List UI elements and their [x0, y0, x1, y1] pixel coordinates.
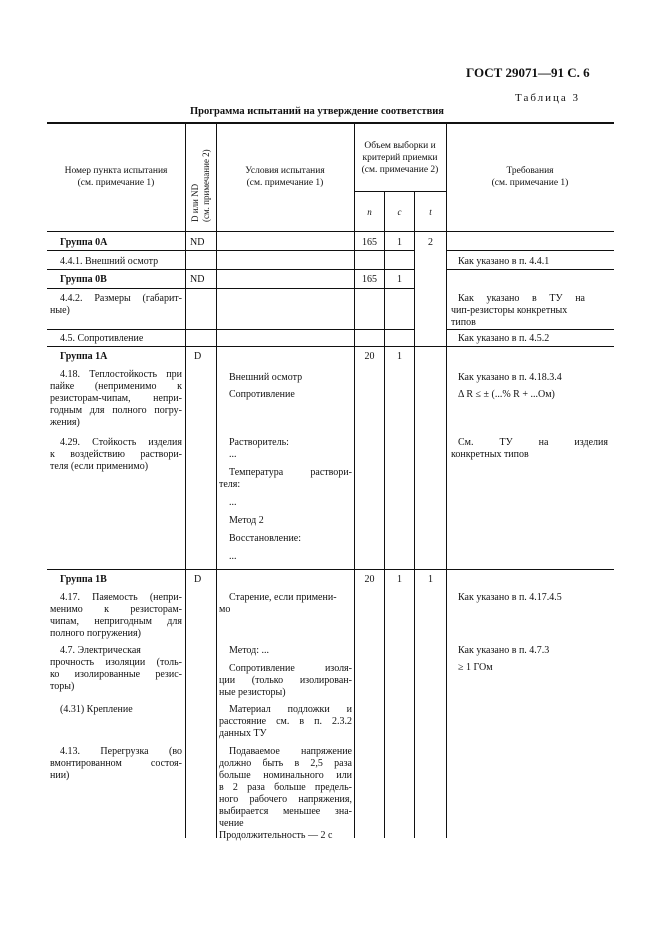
- row-sep-0a-0b: [47, 269, 414, 270]
- row-47-cond: Метод: ... Сопротивление изоля- ции (только изолирован- ные резисторы): [219, 645, 352, 698]
- table-label: Таблица 3: [515, 92, 581, 104]
- row-sep-0a-inner: [47, 250, 414, 251]
- row-431-item: (4.31) Крепление: [60, 704, 133, 715]
- group-1a-dnd: D: [194, 351, 202, 362]
- row-45-item: 4.5. Сопротивление: [60, 333, 144, 344]
- group-1b-dnd: D: [194, 574, 202, 585]
- row-429-req: См. ТУ на изделия конкретных типов: [451, 437, 608, 460]
- group-1a-c: 1: [397, 351, 402, 362]
- row-sep-0b-1a: [47, 346, 614, 347]
- group-0b-title: Группа 0В: [60, 274, 107, 285]
- group-0a-dnd: ND: [190, 237, 205, 248]
- row-417-req: Как указано в п. 4.17.4.5: [458, 592, 562, 603]
- col-divider-4: [446, 123, 447, 838]
- header-sub-t: t: [429, 207, 432, 217]
- header-d-nd: D или ND (см. примечание 2): [190, 149, 211, 222]
- row-441-req: Как указано в п. 4.4.1: [458, 256, 550, 267]
- document-code: ГОСТ 29071—91 С. 6: [466, 65, 590, 80]
- group-1b-c: 1: [397, 574, 402, 585]
- row-sep-0b-45: [47, 329, 414, 330]
- col-divider-2: [216, 123, 217, 838]
- row-sep-1a-1b: [47, 569, 614, 570]
- table-top-border: [47, 122, 614, 124]
- row-413-item: 4.13. Перегрузка (во вмонтированном состоя- нии): [50, 746, 182, 781]
- row-47-req-1: Как указано в п. 4.7.3: [458, 645, 550, 656]
- row-442-req: Как указано в ТУ на чип-резисторы конкретных типов: [451, 293, 585, 328]
- header-sub-n: n: [367, 207, 372, 217]
- row-417-cond: Старение, если примени- мо: [219, 592, 337, 615]
- header-item-no: Номер пункта испытания (см. примечание 1): [64, 166, 168, 188]
- group-0b-c: 1: [397, 274, 402, 285]
- row-418-req-1: Как указано в п. 4.18.3.4: [458, 372, 562, 383]
- row-431-cond: Материал подложки и расстояние см. в п. 2.3.2 данных ТУ: [219, 704, 352, 739]
- header-bottom-border: [47, 231, 614, 232]
- row-47-req-2: ≥ 1 ГОм: [458, 662, 493, 673]
- row-sep-0a-req: [446, 250, 614, 251]
- header-conditions: Условия испытания (см. примечание 1): [245, 166, 325, 188]
- group-1b-title: Группа 1В: [60, 574, 107, 585]
- group-0a-t: 2: [428, 237, 433, 248]
- group-1a-n: 20: [364, 351, 375, 362]
- row-418-cond-1: Внешний осмотр: [229, 372, 303, 383]
- row-47-item: 4.7. Электрическая прочность изоляции (толь- ко изолированные резис- торы): [50, 645, 182, 692]
- sample-subheader-border: [354, 191, 446, 192]
- group-1b-n: 20: [364, 574, 375, 585]
- row-429-cond: Растворитель: ... Температура раствори- теля: ... Метод 2 Восстановление: ...: [219, 437, 352, 562]
- row-429-item: 4.29. Стойкость изделия к воздействию раствори- теля (если применимо): [50, 437, 182, 472]
- row-418-req-2: Δ R ≤ ± (...% R + ...Ом): [458, 389, 555, 400]
- group-0b-dnd: ND: [190, 274, 205, 285]
- row-418-item: 4.18. Теплостойкость при пайке (неприменимо к резисторам-чипам, непри- годным для полного погру- жения): [50, 369, 182, 428]
- col-divider-3: [354, 123, 355, 838]
- group-0a-n: 165: [362, 237, 377, 248]
- row-418-cond-2: Сопротивление: [229, 389, 295, 400]
- row-442-item: 4.4.2. Размеры (габарит- ные): [50, 293, 182, 316]
- table-title: Программа испытаний на утверждение соответствия: [190, 106, 444, 117]
- header-requirements: Требования (см. примечание 1): [491, 166, 569, 188]
- row-sep-45-req: [446, 329, 614, 330]
- row-45-req: Как указано в п. 4.5.2: [458, 333, 550, 344]
- row-sep-0a-0b-req: [446, 269, 614, 270]
- header-sample: Объем выборки и критерий приемки (см. примечание 2): [361, 141, 439, 175]
- row-sep-0b-inner: [47, 288, 414, 289]
- col-divider-c: [414, 191, 415, 838]
- row-441-item: 4.4.1. Внешний осмотр: [60, 256, 159, 267]
- header-sub-c: c: [397, 207, 402, 217]
- group-0a-title: Группа 0А: [60, 237, 108, 248]
- group-1b-t: 1: [428, 574, 433, 585]
- group-1a-title: Группа 1А: [60, 351, 108, 362]
- row-417-item: 4.17. Паяемость (непри- менимо к резисторам- чипам, непригодным для полного погружения): [50, 592, 182, 639]
- group-0a-c: 1: [397, 237, 402, 248]
- group-0b-n: 165: [362, 274, 377, 285]
- row-413-cond: Подаваемое напряжение должно быть в 2,5 раза больше номинального или в 2 раза больше предель- ного рабочего напряжения, выбирается меньшее зна- чение Продолжительность — 2 с: [219, 746, 352, 841]
- col-divider-1: [185, 123, 186, 838]
